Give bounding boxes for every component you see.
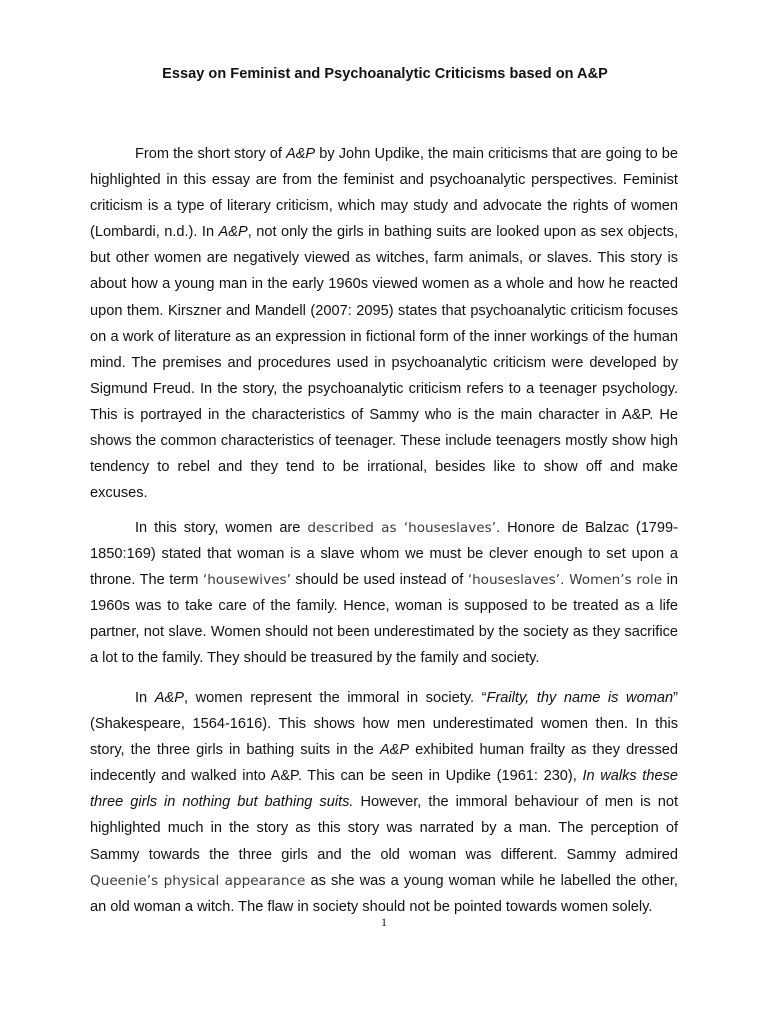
italic-quote: In walks these three girls in nothing but bathing suits. xyxy=(90,768,678,811)
page-number: 1 xyxy=(381,915,387,929)
italic-title-ap: A&P xyxy=(285,146,316,162)
text-segment: in 1960s was to take care of the family. Hence, woman is supposed to be treated as a life partner, not slave. Women should not been underestimated by the society as they sacrifice a lot to the family. They should be treasured by the family and society. xyxy=(90,572,678,667)
italic-title-ap: A&P xyxy=(154,690,184,706)
italic-quote: Frailty, thy name is woman xyxy=(486,690,674,706)
text-segment: exhibited human frailty as they dressed indecently and walked into A&P. This can be seen in Updike (1961: 230), xyxy=(90,742,678,785)
italic-title-ap: A&P xyxy=(379,742,410,759)
text-segment: In xyxy=(135,690,155,706)
text-segment: However, the immoral behaviour of men is not highlighted much in the story as this story was narrated by a man. The perception of Sammy towards the three girls and the old woman was different. Sammy admired xyxy=(90,794,678,863)
text-segment: as she was a young woman while he labelled the other, an old woman a witch. The flaw in society should not be pointed towards women solely. xyxy=(90,872,678,915)
text-segment: In this story, women are xyxy=(135,520,308,536)
text-segment-alt-font: Queenie’s physical appearance xyxy=(90,872,306,889)
italic-title-ap: A&P xyxy=(218,224,248,241)
paragraph-1 xyxy=(90,141,678,506)
text-segment-alt-font: ‘housewives’ xyxy=(202,572,291,589)
text-segment: by John Updike, the main criticisms that are going to be highlighted in this essay are from the feminist and psychoanalytic perspectives. Feminist criticism is a type of literary criticism, which may study and advocate the rights of women (Lombardi, n.d.). In xyxy=(90,146,679,241)
essay-title: Essay on Feminist and Psychoanalytic Criticisms based on A&P xyxy=(162,66,608,82)
text-segment: should be used instead of xyxy=(290,572,468,589)
text-segment-alt-font: ‘houseslaves’. Women’s role xyxy=(467,572,663,589)
text-segment: . Honore de Balzac (1799-1850:169) stated that woman is a slave whom we must be clever enough to set upon a throne. The term xyxy=(90,520,679,589)
text-segment: , women represent the immoral in society. “ xyxy=(183,690,487,706)
text-segment: From the short story of xyxy=(135,146,286,162)
text-segment-alt-font: described as ‘houseslaves’ xyxy=(307,520,497,536)
paragraph-3 xyxy=(90,685,678,920)
paragraph-2 xyxy=(90,515,678,672)
text-segment: , not only the girls in bathing suits are looked upon as sex objects, but other women are negatively viewed as witches, farm animals, or slaves. This story is about how a young man in the early 1960s viewed women as a whole and how he reacted upon them. Kirszner and Mandell (2007: 2095) states that psychoanalytic criticism focuses on a work of literature as an expression in fictional form of the inner workings of the human mind. The premises and procedures used in psychoanalytic criticism were developed by Sigmund Freud. In the story, the psychoanalytic criticism refers to a teenager psychology. This is portrayed in the characteristics of Sammy who is the main character in A&P. He shows the common characteristics of teenager. These include teenagers mostly show high tendency to rebel and they tend to be irrational, besides like to show off and make excuses. xyxy=(90,224,678,502)
text-segment: ” (Shakespeare, 1564-1616). This shows how men underestimated women then. In this story, the three girls in bathing suits in the xyxy=(90,690,678,759)
